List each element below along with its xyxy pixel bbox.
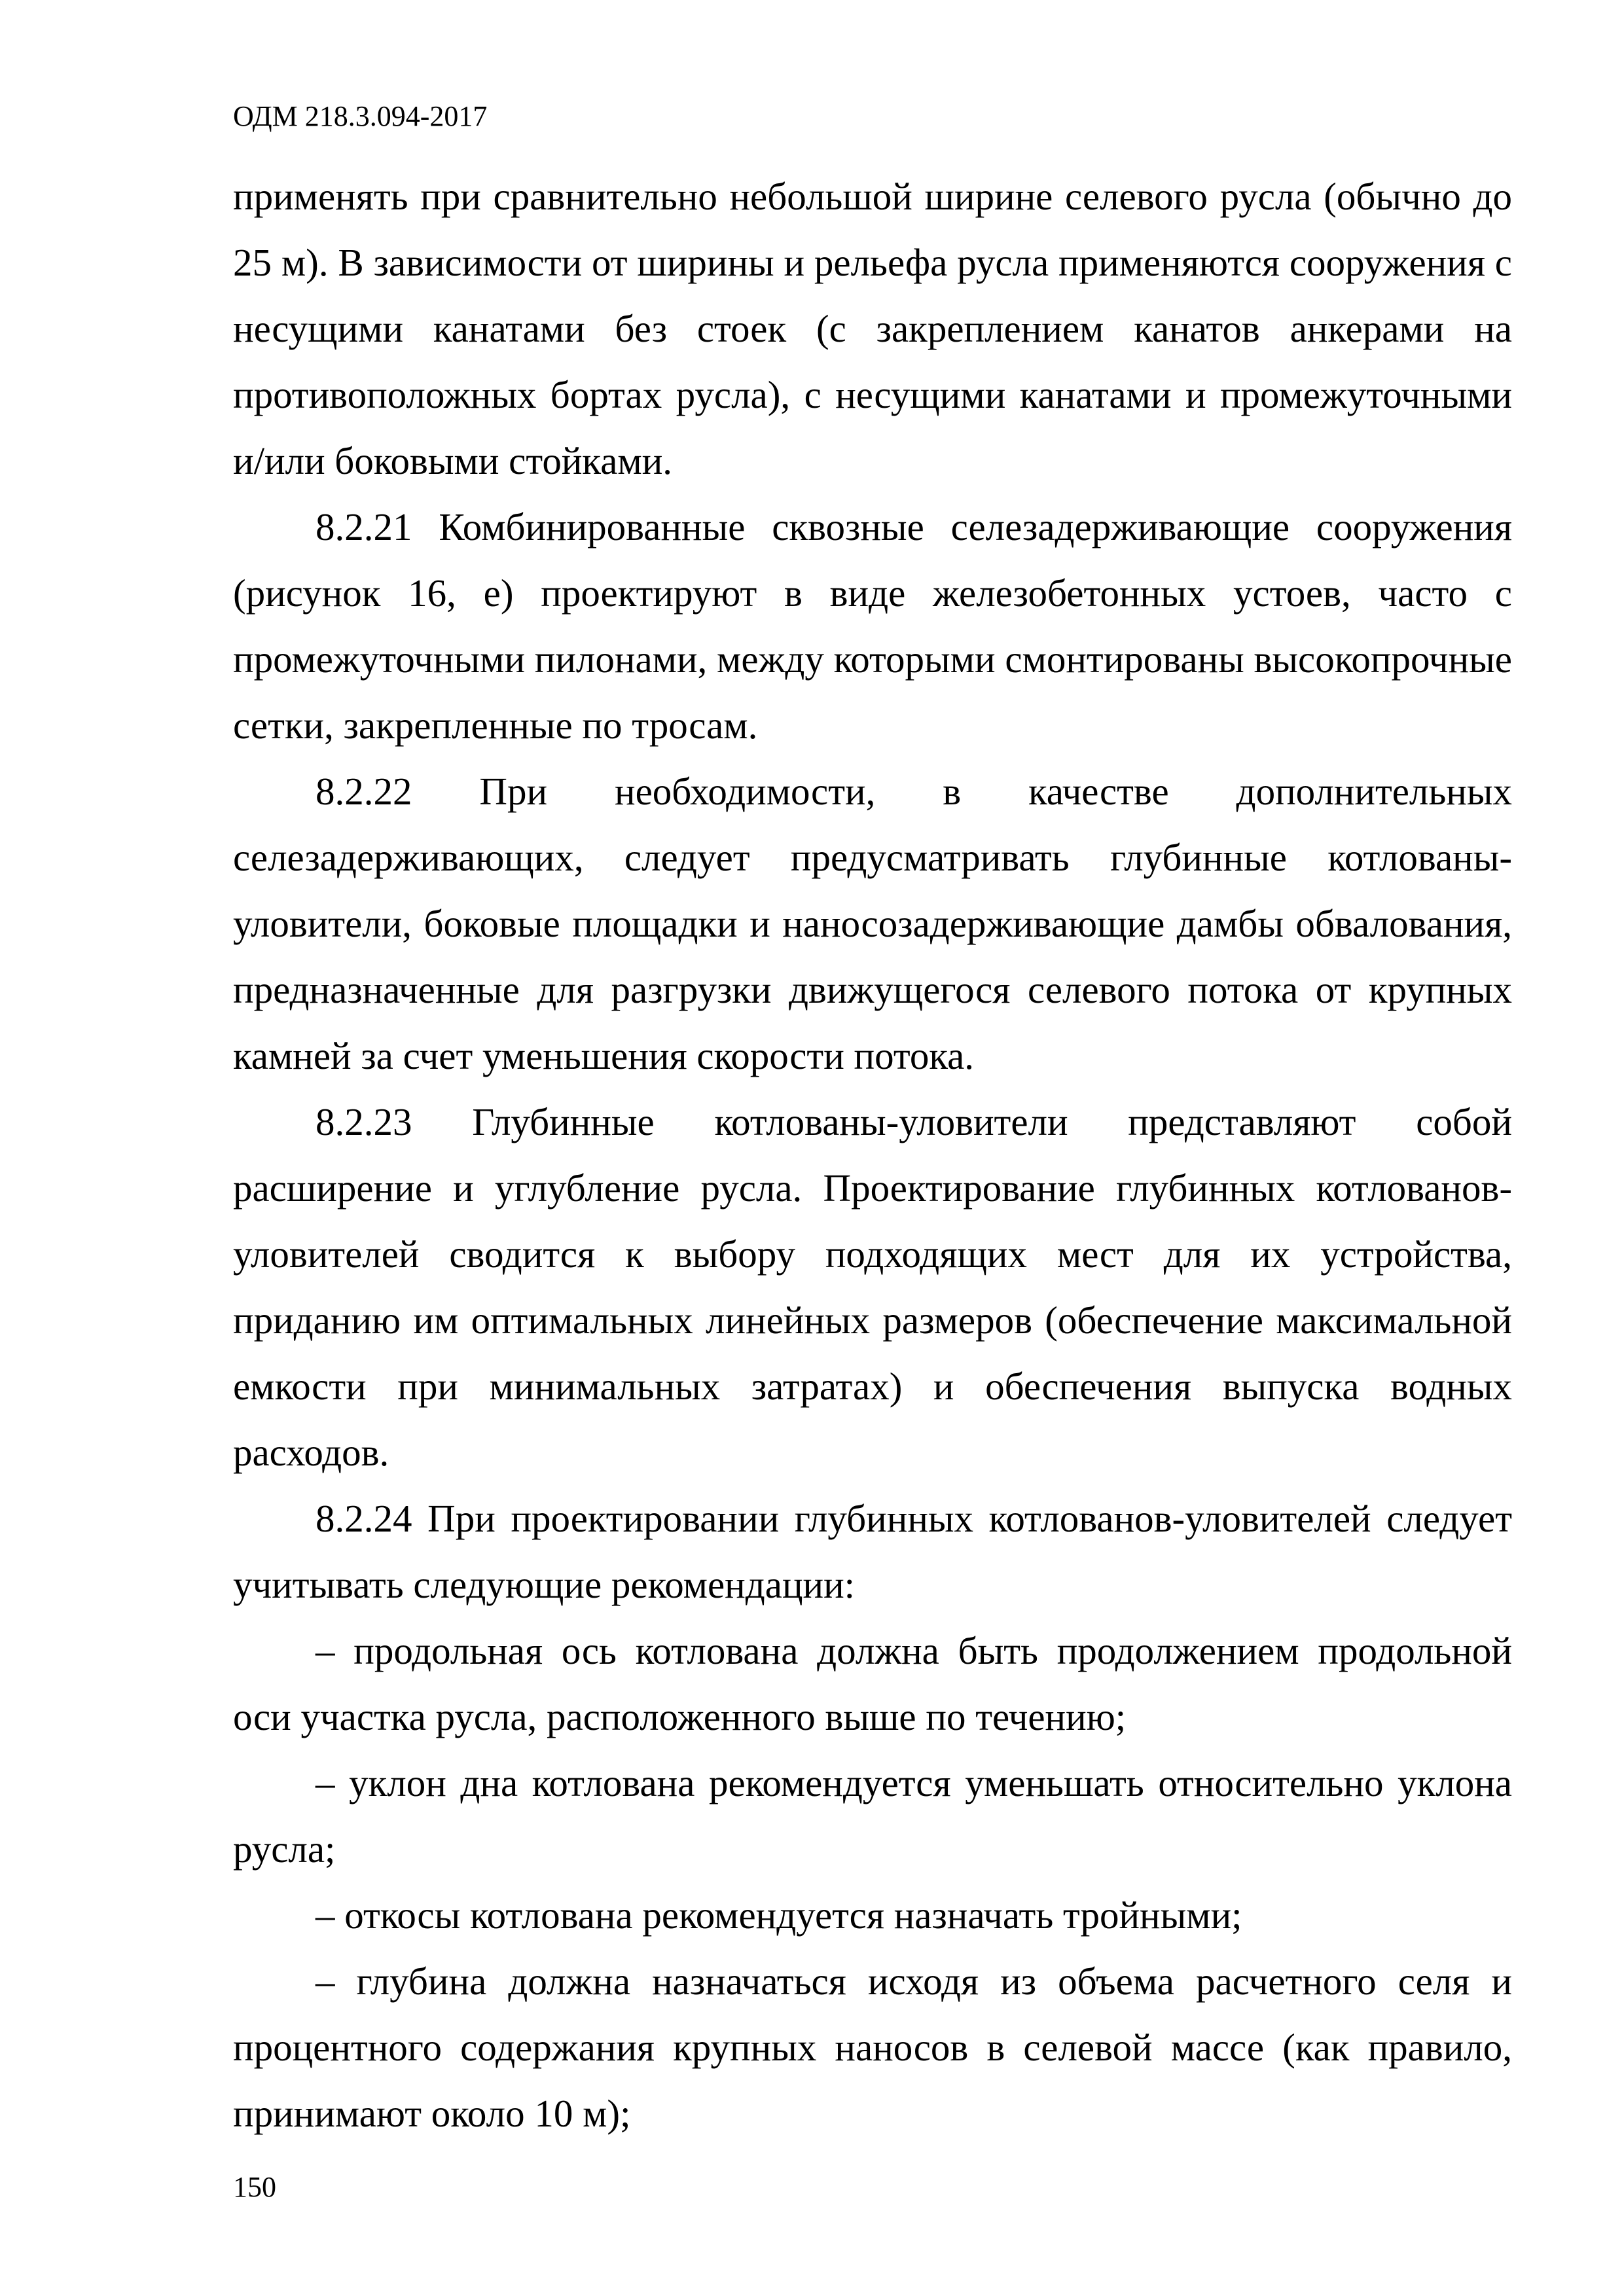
document-code-header: ОДМ 218.3.094-2017	[233, 100, 488, 132]
list-item: – уклон дна котлована рекомендуется уменьшать относительно уклона русла;	[233, 1761, 1512, 1871]
paragraph-8-2-24: 8.2.24 При проектировании глубинных котлованов-уловителей следует учитывать следующие рекомендации:	[233, 1497, 1512, 1606]
list-item: – откосы котлована рекомендуется назначать тройными;	[316, 1893, 1242, 1937]
paragraph-continuation: применять при сравнительно небольшой ширине селевого русла (обычно до 25 м). В зависимости от ширины и рельефа русла применяются сооружения с несущими канатами без стоек (с закреплением канатов анкерами на противоположных бортах русла), с несущими канатами и промежуточными и/или боковыми стойками.	[233, 175, 1512, 482]
paragraph-8-2-22: 8.2.22 При необходимости, в качестве дополнительных селезадерживающих, следует предусматривать глубинные котлованы-уловители, боковые площадки и наносозадерживающие дамбы обвалования, предназначенные для разгрузки движущегося селевого потока от крупных камней за счет уменьшения скорости потока.	[233, 770, 1512, 1077]
paragraph-8-2-23: 8.2.23 Глубинные котлованы-уловители представляют собой расширение и углубление русла. Проектирование глубинных котлованов-уловителей сводится к выбору подходящих мест для их устройства, приданию им оптимальных линейных размеров (обеспечение максимальной емкости при минимальных затратах) и обеспечения выпуска водных расходов.	[233, 1100, 1512, 1474]
list-item: – продольная ось котлована должна быть продолжением продольной оси участка русла, расположенного выше по течению;	[233, 1629, 1512, 1738]
page-number: 150	[233, 2171, 276, 2203]
body-text	[233, 164, 1512, 2147]
list-item: – глубина должна назначаться исходя из объема расчетного селя и процентного содержания крупных наносов в селевой массе (как правило, принимают около 10 м);	[233, 1960, 1512, 2135]
paragraph-8-2-21: 8.2.21 Комбинированные сквозные селезадерживающие сооружения (рисунок 16, е) проектируют в виде железобетонных устоев, часто с промежуточными пилонами, между которыми смонтированы высокопрочные сетки, закрепленные по тросам.	[233, 505, 1512, 747]
